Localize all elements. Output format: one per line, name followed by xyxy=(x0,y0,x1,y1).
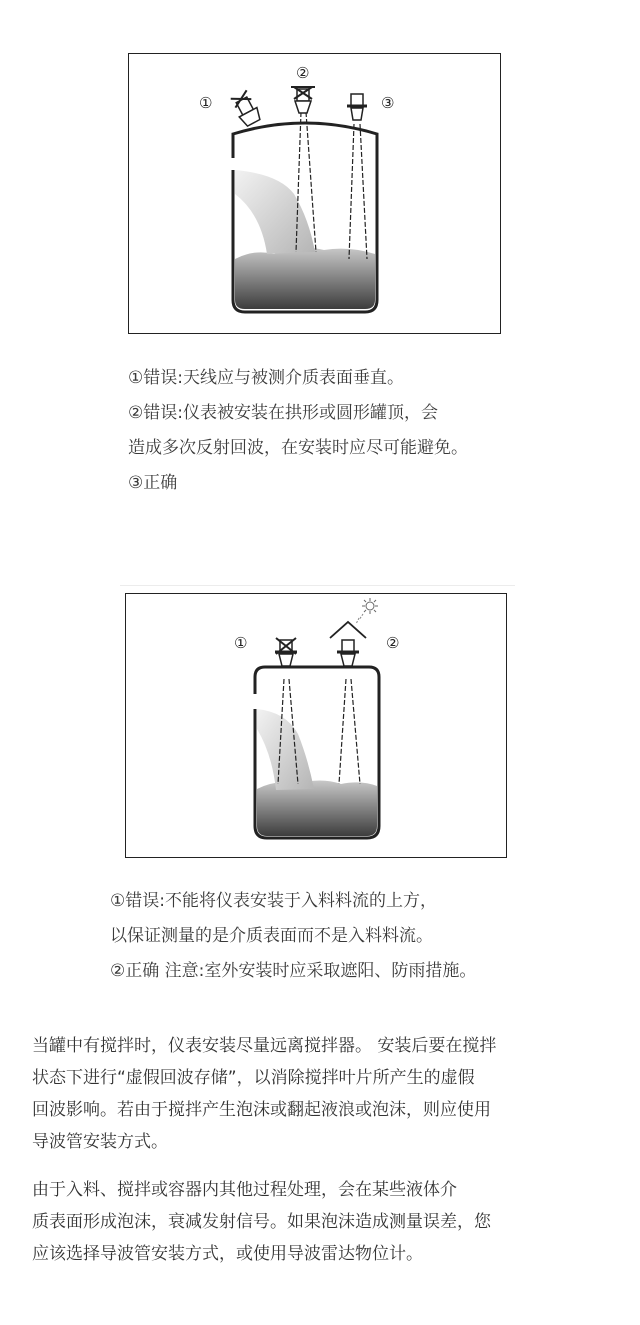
caption-line: ③正确 xyxy=(128,473,178,493)
radar-gauge-2 xyxy=(291,87,315,113)
caption-line: ②正确 注意:室外安装时应采取遮阳、防雨措施。 xyxy=(110,961,477,981)
caption-line: ②错误:仪表被安装在拱形或圆形罐顶，会 xyxy=(128,403,438,423)
radar-gauge-1 xyxy=(275,638,297,666)
tank-illustration-1 xyxy=(129,54,502,335)
paragraph-line: 状态下进行“虚假回波存储”，以消除搅拌叶片所产生的虚假 xyxy=(32,1068,475,1088)
tank-diagram-installation-1 xyxy=(128,53,501,334)
paragraph-agitator xyxy=(32,1030,612,1158)
paragraph-foam xyxy=(32,1174,612,1270)
liquid-surface xyxy=(235,248,375,309)
paragraph-line: 当罐中有搅拌时，仪表安装尽量远离搅拌器。 安装后要在搅拌 xyxy=(32,1036,497,1056)
caption-line: 以保证测量的是介质表面而不是入料料流。 xyxy=(110,926,433,946)
marker-2: ② xyxy=(386,634,400,652)
caption-line: ①错误:不能将仪表安装于入料料流的上方， xyxy=(110,891,437,911)
marker-1: ① xyxy=(199,94,213,112)
marker-2: ② xyxy=(296,64,310,82)
radar-gauge-2 xyxy=(337,640,359,666)
caption-line: 造成多次反射回波，在安装时应尽可能避免。 xyxy=(128,438,468,458)
marker-1: ① xyxy=(234,634,248,652)
paragraph-line: 导波管安装方式。 xyxy=(32,1132,168,1152)
liquid-surface xyxy=(257,781,377,837)
paragraph-line: 应该选择导波管安装方式，或使用导波雷达物位计。 xyxy=(32,1244,423,1264)
paragraph-line: 由于入料、搅拌或容器内其他过程处理，会在某些液体介 xyxy=(32,1180,457,1200)
paragraph-line: 质表面形成泡沫，衰减发射信号。如果泡沫造成测量误差，您 xyxy=(32,1212,491,1232)
sun-icon xyxy=(362,598,378,614)
radar-gauge-3 xyxy=(347,94,367,120)
tank-illustration-2 xyxy=(126,594,508,859)
figure1-caption xyxy=(128,361,468,501)
radar-gauge-1 xyxy=(230,90,263,128)
sun-ray-icon xyxy=(356,614,363,624)
sunshade-icon xyxy=(330,622,366,638)
tank-diagram-installation-2 xyxy=(125,593,507,858)
marker-3: ③ xyxy=(381,94,395,112)
caption-line: ①错误:天线应与被测介质表面垂直。 xyxy=(128,368,404,388)
divider xyxy=(120,585,515,586)
paragraph-line: 回波影响。若由于搅拌产生泡沫或翻起液浪或泡沫，则应使用 xyxy=(32,1100,491,1120)
figure2-caption xyxy=(110,884,476,989)
